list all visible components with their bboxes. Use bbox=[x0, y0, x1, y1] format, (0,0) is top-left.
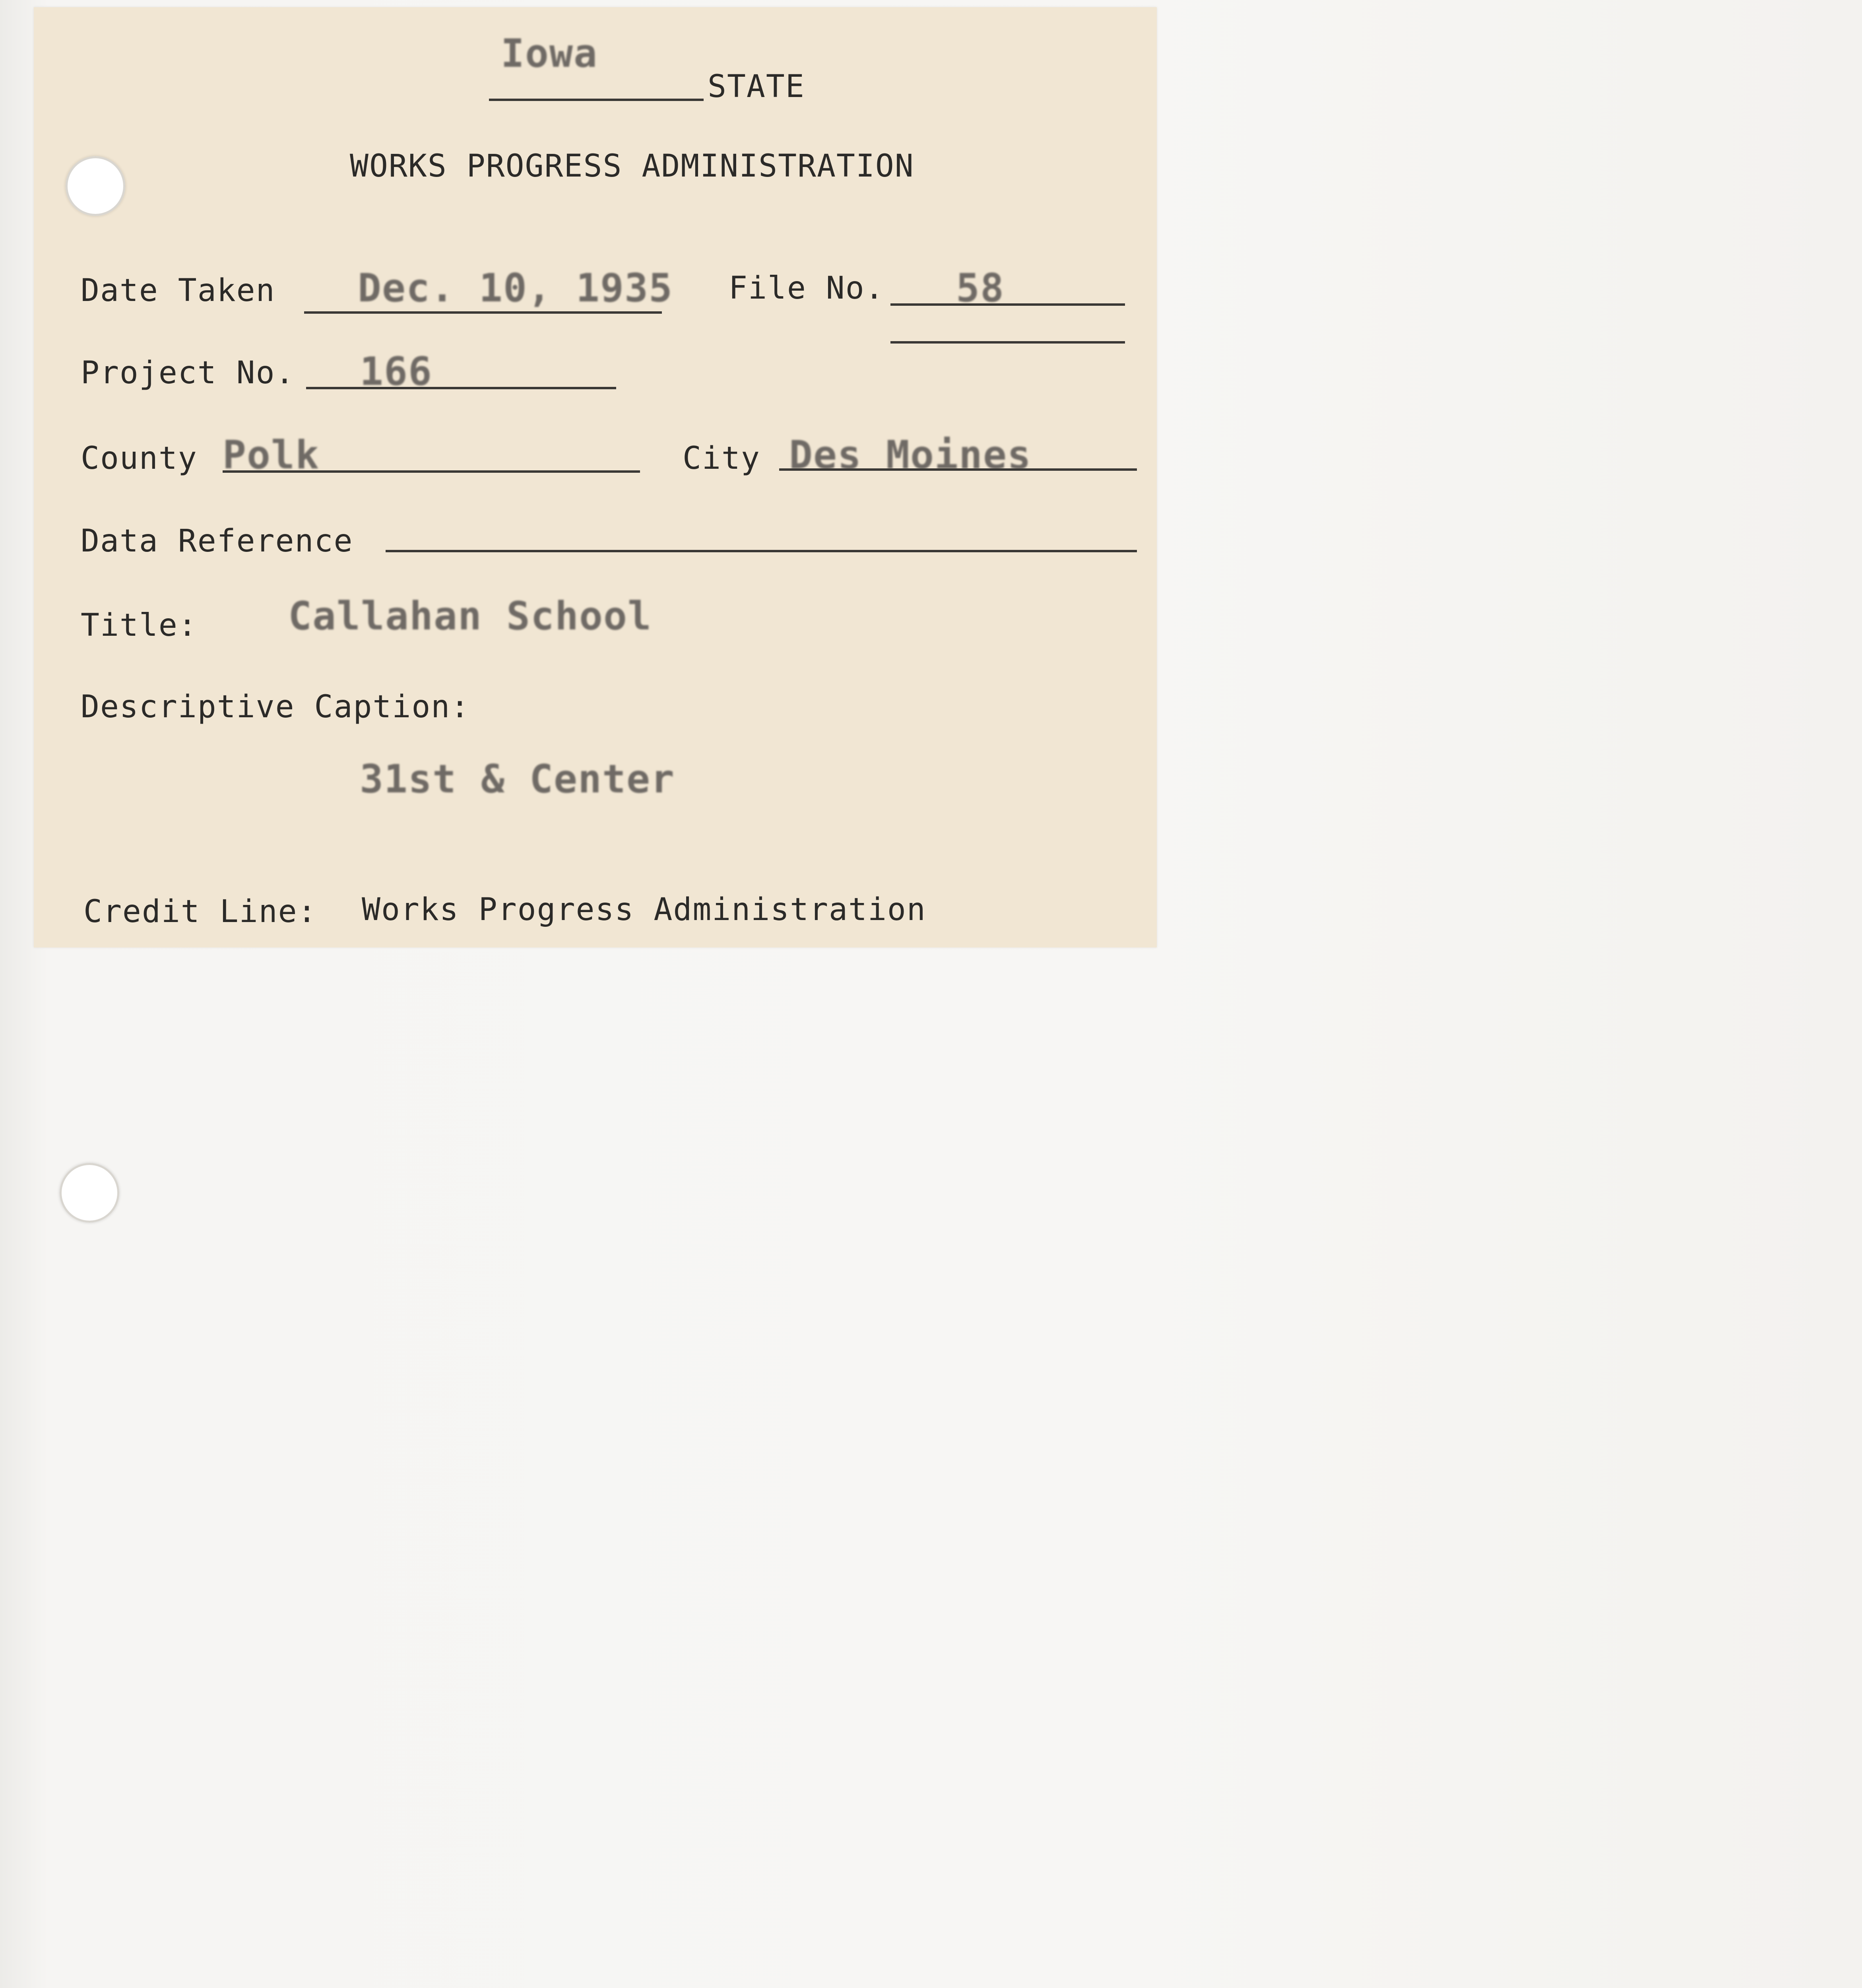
project-no-underline bbox=[306, 387, 616, 389]
file-no-label: File No. bbox=[729, 270, 884, 306]
date-taken-underline bbox=[304, 311, 662, 314]
county-underline bbox=[223, 470, 640, 473]
title-value: Callahan School bbox=[288, 594, 652, 639]
city-value: Des Moines bbox=[789, 433, 1032, 478]
credit-line-value: Works Progress Administration bbox=[362, 892, 926, 928]
date-taken-label: Date Taken bbox=[81, 273, 275, 309]
page-title: WORKS PROGRESS ADMINISTRATION bbox=[350, 148, 914, 184]
county-label: County bbox=[81, 441, 198, 476]
caption-label: Descriptive Caption: bbox=[81, 689, 470, 725]
city-label: City bbox=[683, 441, 760, 476]
credit-line-label: Credit Line: bbox=[83, 894, 317, 930]
date-taken-value: Dec. 10, 1935 bbox=[358, 266, 673, 311]
file-no-value: 58 bbox=[956, 266, 1005, 311]
title-label: Title: bbox=[81, 608, 198, 643]
state-underline bbox=[489, 99, 704, 101]
project-no-label: Project No. bbox=[81, 355, 295, 391]
data-reference-label: Data Reference bbox=[81, 523, 353, 559]
file-no-underline bbox=[890, 303, 1125, 306]
file-no-underline-second bbox=[890, 341, 1125, 344]
city-underline bbox=[779, 468, 1137, 471]
wpa-record-card bbox=[34, 7, 1157, 947]
project-no-value: 166 bbox=[360, 349, 433, 394]
county-value: Polk bbox=[223, 433, 320, 478]
caption-value: 31st & Center bbox=[360, 757, 675, 802]
punch-hole-middle bbox=[60, 1163, 119, 1223]
data-reference-underline bbox=[386, 550, 1137, 552]
punch-hole-card bbox=[66, 156, 125, 216]
state-value: Iowa bbox=[501, 31, 598, 76]
state-label: STATE bbox=[708, 69, 805, 105]
